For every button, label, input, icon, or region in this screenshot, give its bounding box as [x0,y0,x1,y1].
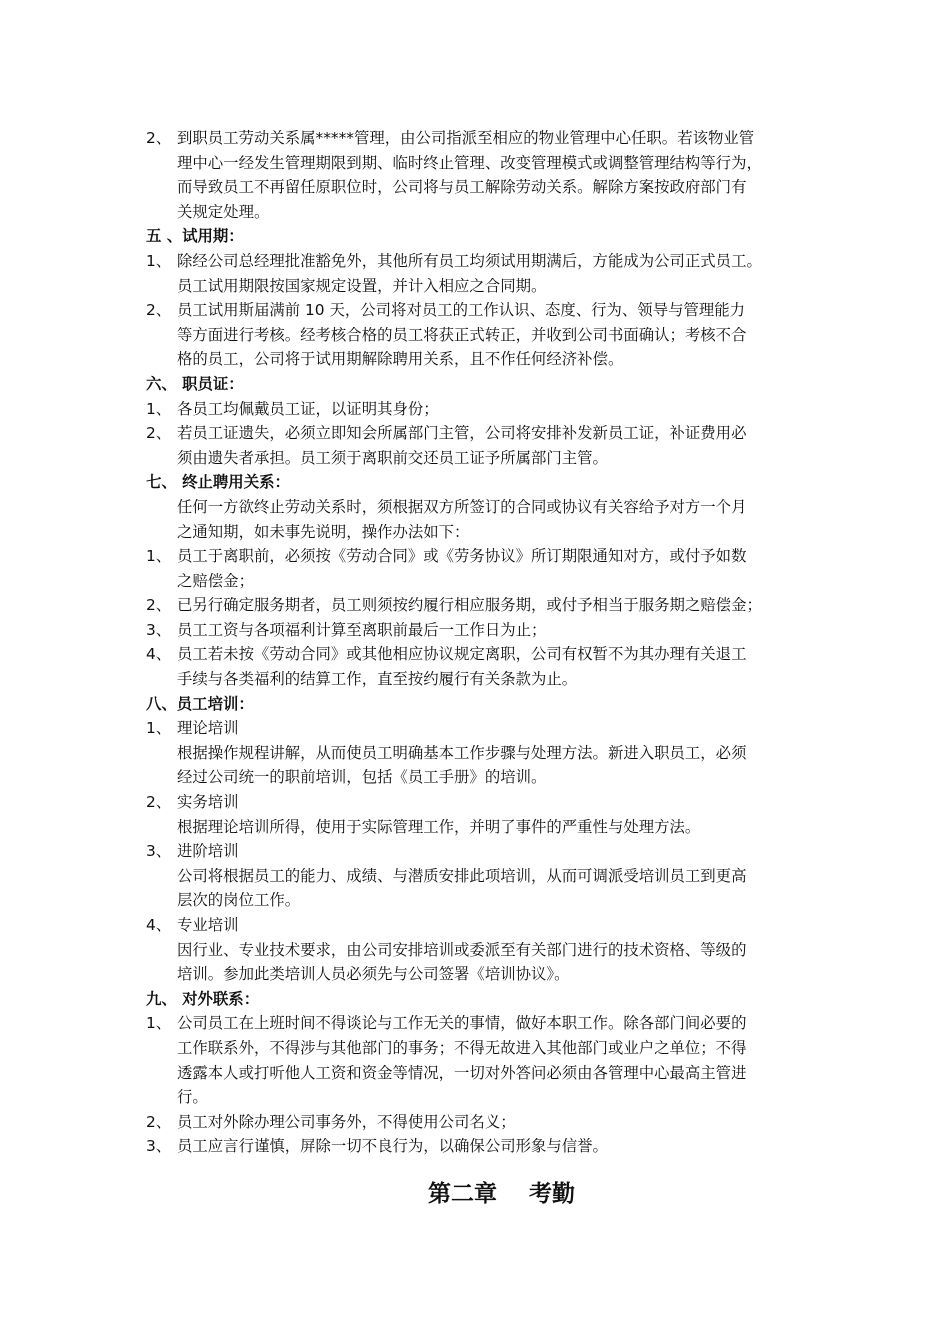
list-item [146,126,816,224]
list-item [146,618,816,643]
list-item [146,642,816,691]
list-item [146,839,816,864]
list-item-text-line: 之赔偿金； [177,571,254,590]
section-heading: 八、员工培训： [146,694,254,713]
list-item [146,397,816,422]
list-item-number: 1、 [146,399,172,418]
paragraph-text-line: 公司将根据员工的能力、成绩、与潜质安排此项培训，从而可调派受培训员工到更高 [177,866,747,885]
indented-paragraph [146,495,816,544]
list-item-number: 1、 [146,1014,172,1033]
list-item [146,716,816,741]
list-item-text-line: 等方面进行考核。经考核合格的员工将获正式转正，并收到公司书面确认；考核不合 [177,325,747,344]
paragraph-text-line: 根据理论培训所得，使用于实际管理工作，并明了事件的严重性与处理方法。 [177,817,701,836]
list-item-number: 1、 [146,251,172,270]
list-item [146,544,816,593]
list-item-text-line: 格的员工，公司将于试用期解除聘用关系，且不作任何经济补偿。 [177,350,624,369]
list-item-text-line: 除经公司总经理批准豁免外，其他所有员工均须试用期满后，方能成为公司正式员工。 [177,251,762,270]
section-heading: 五 、试用期： [146,227,244,246]
indented-paragraph [146,741,816,790]
list-item-text-line: 员工应言行谨慎，屏除一切不良行为，以确保公司形象与信誉。 [177,1137,608,1156]
section-heading: 七、 终止聘用关系： [146,473,290,492]
section-heading: 六、 职员证： [146,374,244,393]
list-item-text-line: 员工试用斯届满前 10 天，公司将对员工的工作认识、态度、行为、领导与管理能力 [177,301,746,320]
list-item [146,1011,816,1109]
list-item-text-line: 到职员工劳动关系属*****管理，由公司指派至相应的物业管理中心任职。若该物业管 [177,129,755,147]
list-item-text-line: 各员工均佩戴员工证，以证明其身份； [177,399,439,418]
indented-paragraph [146,864,816,913]
list-item-text-line: 手续与各类福利的结算工作，直至按约履行有关条款为止。 [177,670,578,689]
paragraph-text-line: 层次的岗位工作。 [177,891,301,910]
list-item-text-line: 进阶培训 [177,842,239,861]
list-item-number: 2、 [146,129,172,147]
indented-paragraph [146,938,816,987]
list-item-text-line: 员工于离职前，必须按《劳动合同》或《劳务协议》所订期限通知对方，或付予如数 [177,547,747,566]
list-item [146,249,816,298]
list-item-text-line: 专业培训 [177,916,239,934]
list-item-text-line: 员工试用期限按国家规定设置，并计入相应之合同期。 [177,276,547,295]
list-item-text-line: 实务培训 [177,793,239,812]
document-body [146,126,816,1159]
list-item-text-line: 而导致员工不再留任原职位时，公司将与员工解除劳动关系。解除方案按政府部门有 [177,178,747,197]
list-item-text-line: 须由遗失者承担。员工须于离职前交还员工证予所属部门主管。 [177,448,608,467]
list-item-number: 4、 [146,645,172,664]
list-item-text-line: 员工对外除办理公司事务外，不得使用公司名义； [177,1112,516,1131]
list-item-text-line: 理中心一经发生管理期限到期、临时终止管理、改变管理模式或调整管理结构等行为， [177,153,762,172]
paragraph-text-line: 因行业、专业技术要求，由公司安排培训或委派至有关部门进行的技术资格、等级的 [177,940,747,959]
list-item-number: 2、 [146,1112,172,1131]
list-item [146,593,816,618]
list-item-number: 4、 [146,916,172,934]
list-item-number: 2、 [146,793,172,812]
list-item [146,790,816,815]
paragraph-text-line: 之通知期，如未事先说明，操作办法如下： [177,522,470,541]
list-item-number: 3、 [146,1137,172,1156]
paragraph-text-line: 根据操作规程讲解，从而使员工明确基本工作步骤与处理方法。新进入职员工，必须 [177,743,747,762]
paragraph-text-line: 任何一方欲终止劳动关系时，须根据双方所签订的合同或协议有关容给予对方一个月 [177,497,747,516]
list-item-text-line: 关规定处理。 [177,202,270,221]
list-item [146,421,816,470]
list-item-text-line: 行。 [177,1088,208,1107]
section-heading: 九、 对外联系： [146,989,260,1008]
list-item [146,1134,816,1159]
list-item [146,913,816,938]
list-item-text-line: 员工工资与各项福利计算至离职前最后一工作日为止； [177,620,547,639]
list-item-text-line: 公司员工在上班时间不得谈论与工作无关的事情，做好本职工作。除各部门间必要的 [177,1014,747,1033]
list-item [146,1110,816,1135]
list-item-number: 1、 [146,547,172,566]
list-item-text-line: 透露本人或打听他人工资和资金等情况，一切对外答问必须由各管理中心最高主管进 [177,1063,747,1082]
list-item-number: 1、 [146,719,172,738]
list-item-number: 2、 [146,424,172,443]
list-item-text-line: 员工若未按《劳动合同》或其他相应协议规定离职，公司有权暂不为其办理有关退工 [177,645,747,664]
list-item-text-line: 工作联系外，不得涉与其他部门的事务；不得无故进入其他部门或业户之单位；不得 [177,1038,747,1057]
list-item [146,298,816,372]
paragraph-text-line: 培训。参加此类培训人员必须先与公司签署《培训协议》。 [177,965,570,984]
indented-paragraph [146,815,816,840]
list-item-number: 3、 [146,620,172,639]
list-item-number: 3、 [146,842,172,861]
list-item-number: 2、 [146,301,172,320]
list-item-text-line: 理论培训 [177,719,239,738]
paragraph-text-line: 经过公司统一的职前培训，包括《员工手册》的培训。 [177,768,547,787]
list-item-text-line: 已另行确定服务期者，员工则须按约履行相应服务期，或付予相当于服务期之赔偿金； [177,596,762,615]
list-item-number: 2、 [146,596,172,615]
chapter-title: 第二章 考勤 [428,1180,576,1207]
list-item-text-line: 若员工证遗失，必须立即知会所属部门主管，公司将安排补发新员工证，补证费用必 [177,424,747,443]
